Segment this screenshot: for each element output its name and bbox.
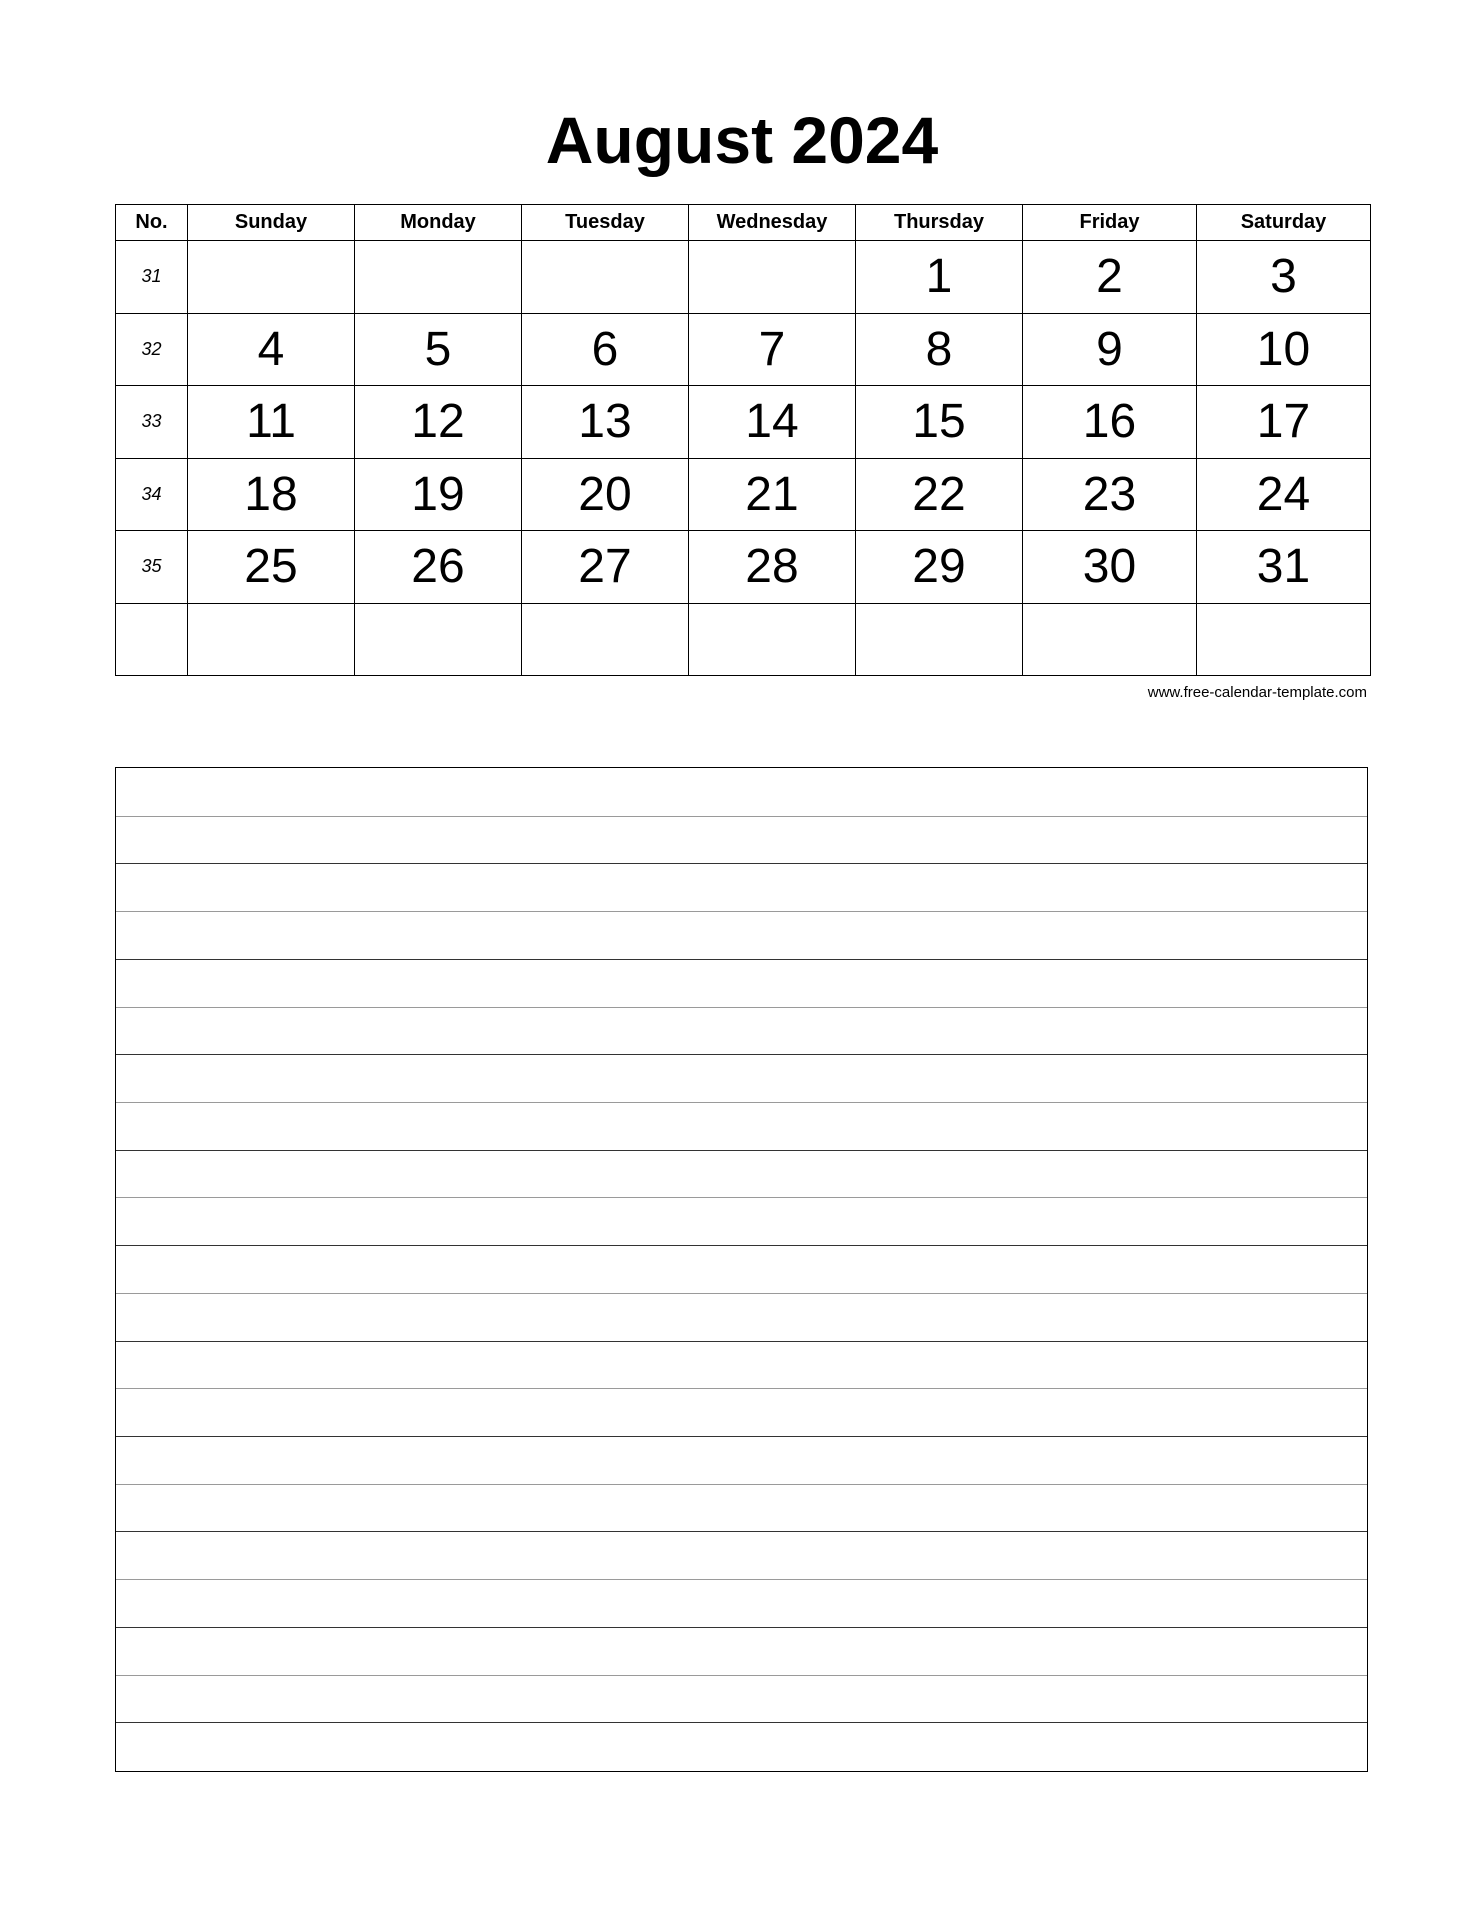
website-credit: www.free-calendar-template.com xyxy=(1147,684,1367,701)
day-cell[interactable]: 21 xyxy=(689,458,856,531)
week-row xyxy=(116,603,1371,676)
note-line xyxy=(116,959,1367,960)
week-row xyxy=(116,531,1371,604)
day-cell[interactable]: 14 xyxy=(689,386,856,459)
day-cell[interactable]: 20 xyxy=(522,458,689,531)
week-row xyxy=(116,313,1371,386)
day-cell[interactable]: 29 xyxy=(856,531,1023,604)
day-cell[interactable]: 7 xyxy=(689,313,856,386)
day-cell[interactable] xyxy=(522,603,689,676)
week-row xyxy=(116,458,1371,531)
note-line xyxy=(116,1579,1367,1580)
day-cell[interactable]: 30 xyxy=(1023,531,1197,604)
note-line xyxy=(116,1484,1367,1485)
day-cell[interactable] xyxy=(1023,603,1197,676)
day-cell[interactable] xyxy=(689,241,856,314)
week-number xyxy=(116,603,188,676)
day-cell[interactable]: 19 xyxy=(355,458,522,531)
day-cell[interactable]: 3 xyxy=(1197,241,1371,314)
note-line xyxy=(116,1341,1367,1342)
day-cell[interactable] xyxy=(355,603,522,676)
calendar-title: August 2024 xyxy=(545,103,939,177)
day-cell[interactable]: 1 xyxy=(856,241,1023,314)
day-cell[interactable]: 27 xyxy=(522,531,689,604)
header-tuesday: Tuesday xyxy=(522,205,689,241)
header-week-number: No. xyxy=(116,205,188,241)
header-thursday: Thursday xyxy=(856,205,1023,241)
day-cell[interactable]: 26 xyxy=(355,531,522,604)
day-cell[interactable] xyxy=(1197,603,1371,676)
day-cell[interactable] xyxy=(522,241,689,314)
note-line xyxy=(116,863,1367,864)
day-cell[interactable]: 17 xyxy=(1197,386,1371,459)
day-cell[interactable]: 28 xyxy=(689,531,856,604)
day-cell[interactable]: 13 xyxy=(522,386,689,459)
note-line xyxy=(116,1007,1367,1008)
week-number: 31 xyxy=(116,241,188,314)
note-line xyxy=(116,1150,1367,1151)
day-cell[interactable]: 9 xyxy=(1023,313,1197,386)
note-line xyxy=(116,1197,1367,1198)
note-line xyxy=(116,1245,1367,1246)
day-cell[interactable]: 5 xyxy=(355,313,522,386)
note-line xyxy=(116,1293,1367,1294)
note-line xyxy=(116,1436,1367,1437)
note-line xyxy=(116,1722,1367,1723)
note-line xyxy=(116,1531,1367,1532)
day-cell[interactable]: 6 xyxy=(522,313,689,386)
day-cell[interactable]: 25 xyxy=(188,531,355,604)
day-cell[interactable]: 2 xyxy=(1023,241,1197,314)
note-line xyxy=(116,1675,1367,1676)
note-line xyxy=(116,1627,1367,1628)
day-cell[interactable] xyxy=(689,603,856,676)
week-row xyxy=(116,386,1371,459)
note-line xyxy=(116,816,1367,817)
header-wednesday: Wednesday xyxy=(689,205,856,241)
week-number: 32 xyxy=(116,313,188,386)
day-cell[interactable]: 24 xyxy=(1197,458,1371,531)
day-cell[interactable] xyxy=(355,241,522,314)
day-cell[interactable] xyxy=(856,603,1023,676)
header-saturday: Saturday xyxy=(1197,205,1371,241)
day-cell[interactable]: 12 xyxy=(355,386,522,459)
week-row xyxy=(116,241,1371,314)
calendar-grid xyxy=(115,204,1371,676)
note-line xyxy=(116,1054,1367,1055)
week-number: 35 xyxy=(116,531,188,604)
day-cell[interactable] xyxy=(188,603,355,676)
note-line xyxy=(116,1102,1367,1103)
header-friday: Friday xyxy=(1023,205,1197,241)
day-cell[interactable]: 23 xyxy=(1023,458,1197,531)
day-cell[interactable]: 8 xyxy=(856,313,1023,386)
day-cell[interactable]: 4 xyxy=(188,313,355,386)
header-monday: Monday xyxy=(355,205,522,241)
week-number: 33 xyxy=(116,386,188,459)
notes-area[interactable] xyxy=(115,767,1368,1772)
day-cell[interactable]: 10 xyxy=(1197,313,1371,386)
header-row xyxy=(116,205,1371,241)
day-cell[interactable]: 11 xyxy=(188,386,355,459)
day-cell[interactable]: 18 xyxy=(188,458,355,531)
day-cell[interactable]: 15 xyxy=(856,386,1023,459)
day-cell[interactable]: 16 xyxy=(1023,386,1197,459)
day-cell[interactable]: 22 xyxy=(856,458,1023,531)
day-cell[interactable] xyxy=(188,241,355,314)
day-cell[interactable]: 31 xyxy=(1197,531,1371,604)
week-number: 34 xyxy=(116,458,188,531)
note-line xyxy=(116,1388,1367,1389)
header-sunday: Sunday xyxy=(188,205,355,241)
note-line xyxy=(116,911,1367,912)
